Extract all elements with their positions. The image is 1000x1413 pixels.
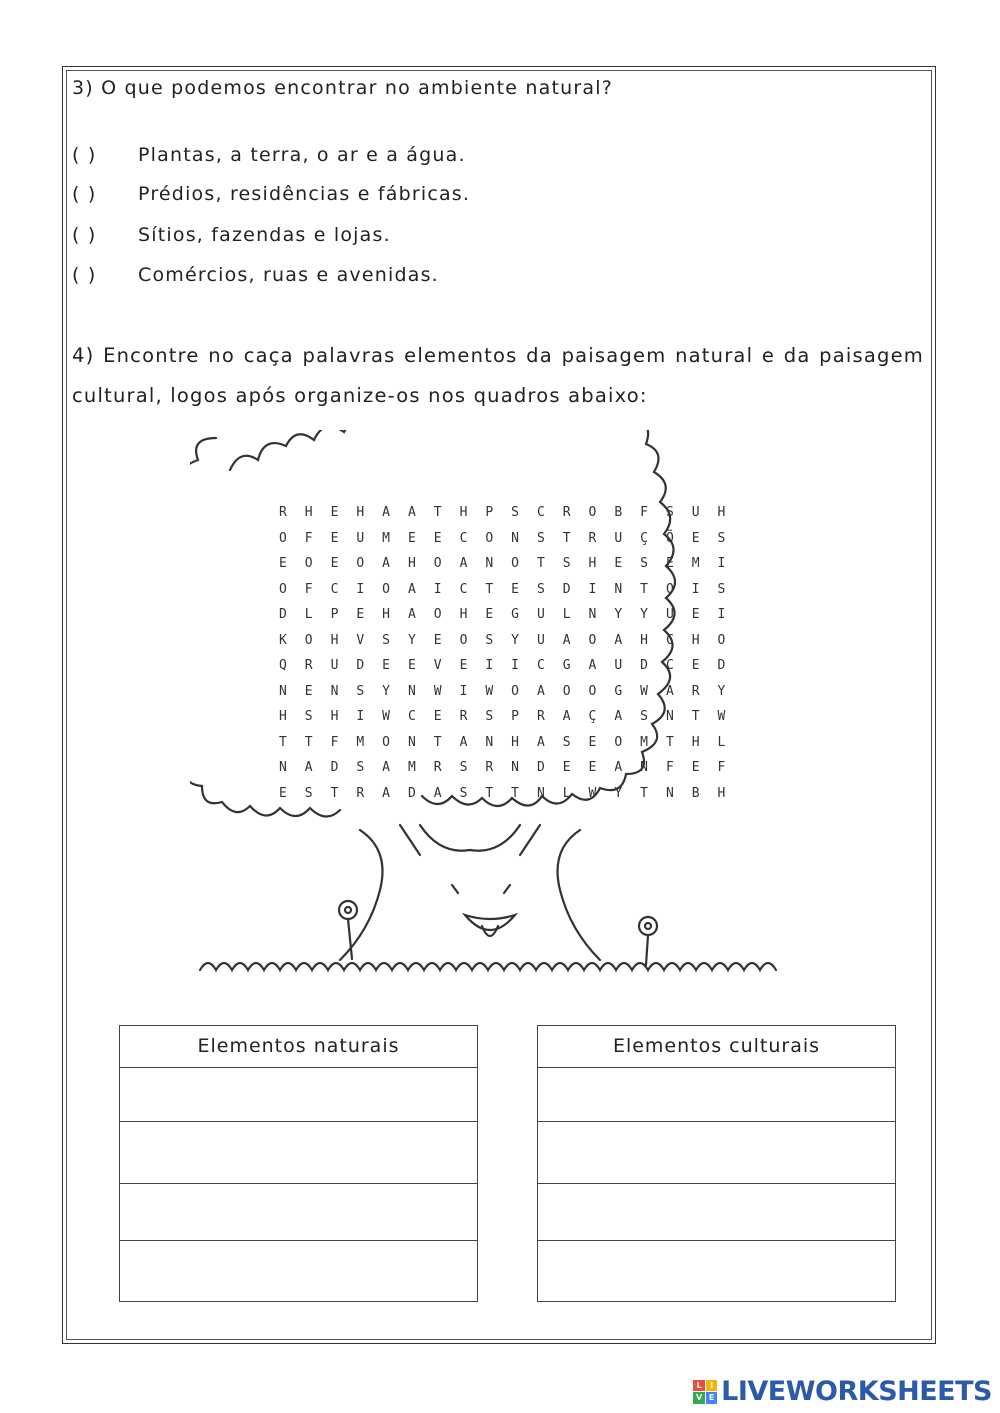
word-search-row bbox=[270, 781, 734, 807]
word-search-letter[interactable]: T bbox=[278, 734, 287, 750]
word-search-letter[interactable]: E bbox=[691, 530, 700, 546]
word-search-letter[interactable]: L bbox=[562, 785, 571, 801]
word-search-letter[interactable]: S bbox=[640, 556, 648, 571]
word-search-letter[interactable]: H bbox=[407, 556, 416, 571]
word-search-letter[interactable]: Ç bbox=[588, 709, 597, 724]
word-search-letter[interactable]: L bbox=[717, 734, 726, 750]
option-2-label: Prédios, residências e fábricas. bbox=[138, 183, 471, 205]
word-search-letter[interactable]: S bbox=[304, 709, 313, 724]
word-search-letter[interactable]: E bbox=[691, 607, 700, 622]
word-search-letter[interactable]: F bbox=[304, 581, 313, 597]
word-search-letter[interactable]: S bbox=[536, 530, 545, 546]
word-search-letter[interactable]: M bbox=[640, 734, 648, 750]
word-search-letter[interactable]: S bbox=[356, 760, 365, 775]
word-search-letter[interactable]: H bbox=[511, 734, 519, 750]
option-3-label: Sítios, fazendas e lojas. bbox=[138, 224, 391, 246]
logo-letter-tile: I bbox=[706, 1380, 718, 1392]
question-3-title: 3) O que podemos encontrar no ambiente natural? bbox=[72, 77, 613, 99]
word-search-row bbox=[270, 526, 734, 552]
word-search-letter[interactable]: H bbox=[304, 505, 313, 520]
word-search-letter[interactable]: Ç bbox=[640, 530, 648, 546]
word-search-letter[interactable]: U bbox=[356, 530, 365, 546]
word-search-letter[interactable]: C bbox=[459, 530, 468, 546]
word-search-letter[interactable]: S bbox=[304, 785, 313, 801]
word-search-letter[interactable]: F bbox=[665, 760, 674, 775]
word-search-grid[interactable] bbox=[270, 500, 734, 806]
word-search-letter[interactable]: S bbox=[356, 683, 365, 699]
word-search-letter[interactable]: A bbox=[407, 505, 416, 520]
word-search-letter[interactable]: E bbox=[433, 632, 442, 648]
word-search-letter[interactable]: L bbox=[304, 607, 313, 622]
word-search-letter[interactable]: N bbox=[665, 709, 674, 724]
word-search-letter[interactable]: R bbox=[459, 709, 468, 724]
word-search-letter[interactable]: A bbox=[459, 556, 468, 571]
option-4[interactable] bbox=[72, 264, 439, 286]
word-search-letter[interactable]: O bbox=[511, 556, 519, 571]
word-search-row bbox=[270, 577, 734, 603]
word-search-letter[interactable]: T bbox=[485, 785, 494, 801]
word-search-letter[interactable]: U bbox=[614, 530, 623, 546]
word-search-letter[interactable]: A bbox=[536, 734, 545, 750]
word-search-letter[interactable]: S bbox=[562, 556, 571, 571]
word-search-letter[interactable]: S bbox=[485, 632, 494, 648]
word-search-row bbox=[270, 730, 734, 756]
word-search-letter[interactable]: C bbox=[665, 658, 674, 673]
word-search-letter[interactable]: D bbox=[407, 785, 416, 801]
word-search-letter[interactable]: S bbox=[562, 734, 571, 750]
word-search-row bbox=[270, 653, 734, 679]
word-search-letter[interactable]: O bbox=[588, 683, 597, 699]
word-search-letter[interactable]: V bbox=[433, 658, 442, 673]
word-search-letter[interactable]: H bbox=[717, 785, 726, 801]
word-search-letter[interactable]: E bbox=[330, 530, 339, 546]
word-search-letter[interactable]: A bbox=[382, 785, 390, 801]
word-search-letter[interactable]: C bbox=[459, 581, 468, 597]
word-search-letter[interactable]: T bbox=[640, 785, 648, 801]
word-search-letter[interactable]: T bbox=[536, 556, 545, 571]
option-1[interactable] bbox=[72, 144, 466, 166]
word-search-letter[interactable]: C bbox=[665, 632, 674, 648]
word-search-letter[interactable]: S bbox=[717, 530, 726, 546]
word-search-letter[interactable]: R bbox=[562, 505, 571, 520]
word-search-letter[interactable]: E bbox=[356, 607, 365, 622]
word-search-letter[interactable]: E bbox=[562, 760, 571, 775]
word-search-letter[interactable]: T bbox=[330, 785, 339, 801]
word-search-letter[interactable]: K bbox=[278, 632, 287, 648]
word-search-letter[interactable]: R bbox=[278, 505, 287, 520]
word-search-row bbox=[270, 602, 734, 628]
word-search-letter[interactable]: G bbox=[511, 607, 519, 622]
cultural-elements-row[interactable] bbox=[538, 1122, 895, 1184]
word-search-letter[interactable]: R bbox=[588, 530, 597, 546]
word-search-letter[interactable]: D bbox=[536, 760, 545, 775]
word-search-letter[interactable]: O bbox=[382, 734, 390, 750]
word-search-letter[interactable]: O bbox=[511, 683, 519, 699]
word-search-letter[interactable]: T bbox=[640, 581, 648, 597]
word-search-letter[interactable]: C bbox=[536, 658, 545, 673]
word-search-letter[interactable]: U bbox=[614, 658, 623, 673]
word-search-letter[interactable]: N bbox=[330, 683, 339, 699]
word-search-letter[interactable]: N bbox=[485, 556, 494, 571]
word-search-letter[interactable]: H bbox=[382, 607, 390, 622]
word-search-letter[interactable]: U bbox=[665, 607, 674, 622]
word-search-letter[interactable]: I bbox=[459, 683, 468, 699]
cultural-elements-row[interactable] bbox=[538, 1068, 895, 1122]
logo-letter-tile: V bbox=[693, 1392, 705, 1404]
word-search-letter[interactable]: B bbox=[691, 785, 700, 801]
word-search-letter[interactable]: A bbox=[433, 785, 442, 801]
word-search-letter[interactable]: T bbox=[511, 785, 519, 801]
word-search-letter[interactable]: E bbox=[304, 683, 313, 699]
word-search-letter[interactable]: Y bbox=[614, 607, 623, 622]
word-search-letter[interactable]: E bbox=[278, 785, 287, 801]
word-search-letter[interactable]: A bbox=[407, 607, 416, 622]
word-search-letter[interactable]: T bbox=[485, 581, 494, 597]
word-search-letter[interactable]: A bbox=[382, 505, 390, 520]
word-search-letter[interactable]: P bbox=[485, 505, 494, 520]
word-search-letter[interactable]: H bbox=[278, 709, 287, 724]
word-search-row bbox=[270, 755, 734, 781]
word-search-letter[interactable]: W bbox=[588, 785, 597, 801]
word-search-letter[interactable]: E bbox=[588, 760, 597, 775]
word-search-row bbox=[270, 704, 734, 730]
word-search-letter[interactable]: D bbox=[562, 581, 571, 597]
word-search-letter[interactable]: M bbox=[382, 530, 390, 546]
word-search-letter[interactable]: A bbox=[588, 658, 597, 673]
word-search-letter[interactable]: E bbox=[511, 581, 519, 597]
logo-letter-tile: E bbox=[706, 1392, 718, 1404]
word-search-letter[interactable]: N bbox=[614, 581, 623, 597]
word-search-row bbox=[270, 679, 734, 705]
word-search-row bbox=[270, 628, 734, 654]
word-search-letter[interactable]: O bbox=[382, 581, 390, 597]
word-search-letter[interactable]: A bbox=[614, 632, 623, 648]
word-search-letter[interactable]: A bbox=[382, 760, 390, 775]
word-search-letter[interactable]: T bbox=[433, 505, 442, 520]
word-search-letter[interactable]: Y bbox=[511, 632, 519, 648]
word-search-letter[interactable]: R bbox=[485, 760, 494, 775]
cultural-elements-header: Elementos culturais bbox=[538, 1026, 895, 1068]
brand-text: LIVEWORKSHEETS bbox=[721, 1376, 992, 1407]
word-search-letter[interactable]: U bbox=[536, 632, 545, 648]
word-search-letter[interactable]: H bbox=[691, 632, 700, 648]
word-search-letter[interactable]: A bbox=[407, 581, 416, 597]
word-search-letter[interactable]: I bbox=[511, 658, 519, 673]
word-search-letter[interactable]: O bbox=[356, 556, 365, 571]
word-search-letter[interactable]: E bbox=[382, 658, 390, 673]
word-search-letter[interactable]: T bbox=[562, 530, 571, 546]
word-search-letter[interactable]: N bbox=[665, 785, 674, 801]
word-search-letter[interactable]: Õ bbox=[665, 530, 674, 546]
word-search-letter[interactable]: W bbox=[433, 683, 442, 699]
word-search-letter[interactable]: R bbox=[304, 658, 313, 673]
word-search-letter[interactable]: H bbox=[717, 505, 726, 520]
word-search-letter[interactable]: E bbox=[691, 760, 700, 775]
option-3[interactable] bbox=[72, 224, 391, 246]
word-search-letter[interactable]: U bbox=[536, 607, 545, 622]
word-search-letter[interactable]: U bbox=[691, 505, 700, 520]
word-search-letter[interactable]: E bbox=[330, 505, 339, 520]
liveworksheets-logo-icon bbox=[693, 1380, 717, 1404]
word-search-letter[interactable]: F bbox=[640, 505, 648, 520]
word-search-letter[interactable]: G bbox=[614, 683, 623, 699]
word-search-letter[interactable]: E bbox=[691, 658, 700, 673]
word-search-letter[interactable]: S bbox=[459, 785, 468, 801]
word-search-letter[interactable]: S bbox=[665, 505, 674, 520]
word-search-letter[interactable]: D bbox=[278, 607, 287, 622]
word-search-letter[interactable]: A bbox=[382, 556, 390, 571]
word-search-letter[interactable]: E bbox=[433, 709, 442, 724]
word-search-letter[interactable]: C bbox=[407, 709, 416, 724]
natural-elements-row[interactable] bbox=[120, 1122, 477, 1184]
word-search-letter[interactable]: H bbox=[459, 607, 468, 622]
word-search-letter[interactable]: O bbox=[433, 556, 442, 571]
word-search-letter[interactable]: H bbox=[640, 632, 648, 648]
word-search-letter[interactable]: O bbox=[717, 632, 726, 648]
cultural-elements-row[interactable] bbox=[538, 1184, 895, 1241]
word-search-letter[interactable]: R bbox=[691, 683, 700, 699]
word-search-letter[interactable]: S bbox=[382, 632, 390, 648]
word-search-letter[interactable]: C bbox=[330, 581, 339, 597]
word-search-letter[interactable]: E bbox=[433, 530, 442, 546]
word-search-letter[interactable]: E bbox=[330, 556, 339, 571]
word-search-letter[interactable]: I bbox=[588, 581, 597, 597]
word-search-row bbox=[270, 551, 734, 577]
word-search-letter[interactable]: Y bbox=[717, 683, 726, 699]
word-search-letter[interactable]: H bbox=[459, 505, 468, 520]
word-search-letter[interactable]: M bbox=[356, 734, 365, 750]
word-search-row bbox=[270, 500, 734, 526]
word-search-letter[interactable]: A bbox=[665, 683, 674, 699]
word-search-letter[interactable]: N bbox=[278, 683, 287, 699]
word-search-letter[interactable]: P bbox=[330, 607, 339, 622]
liveworksheets-brand[interactable] bbox=[693, 1376, 992, 1407]
word-search-letter[interactable]: E bbox=[407, 530, 416, 546]
word-search-letter[interactable]: A bbox=[562, 709, 571, 724]
word-search-letter[interactable]: S bbox=[459, 760, 468, 775]
word-search-letter[interactable]: B bbox=[614, 505, 623, 520]
natural-elements-row[interactable] bbox=[120, 1241, 477, 1302]
cultural-elements-row[interactable] bbox=[538, 1241, 895, 1302]
word-search-letter[interactable]: O bbox=[614, 734, 623, 750]
option-1-checkbox[interactable]: ( ) bbox=[72, 144, 97, 166]
natural-elements-header: Elementos naturais bbox=[120, 1026, 477, 1068]
word-search-letter[interactable]: F bbox=[717, 760, 726, 775]
word-search-letter[interactable]: N bbox=[536, 785, 545, 801]
natural-elements-row[interactable] bbox=[120, 1184, 477, 1241]
word-search-letter[interactable]: C bbox=[536, 505, 545, 520]
word-search-letter[interactable]: I bbox=[356, 581, 365, 597]
word-search-letter[interactable]: S bbox=[536, 581, 545, 597]
word-search-letter[interactable]: A bbox=[614, 760, 623, 775]
word-search-letter[interactable]: E bbox=[485, 607, 494, 622]
word-search-letter[interactable]: T bbox=[304, 734, 313, 750]
word-search-letter[interactable]: D bbox=[640, 658, 648, 673]
word-search-letter[interactable]: S bbox=[511, 505, 519, 520]
word-search-letter[interactable]: F bbox=[330, 734, 339, 750]
word-search-letter[interactable]: O bbox=[304, 632, 313, 648]
word-search-letter[interactable]: N bbox=[588, 607, 597, 622]
question-4-instructions: 4) Encontre no caça palavras elementos da paisagem natural e da paisagem cultural, logos após organize-os nos quadros abaixo: bbox=[72, 344, 924, 407]
word-search-letter[interactable]: D bbox=[330, 760, 339, 775]
word-search-letter[interactable]: M bbox=[691, 556, 700, 571]
word-search-letter[interactable]: N bbox=[511, 530, 519, 546]
word-search-letter[interactable]: N bbox=[407, 734, 416, 750]
word-search-letter[interactable]: O bbox=[459, 632, 468, 648]
word-search-letter[interactable]: H bbox=[691, 734, 700, 750]
word-search-letter[interactable]: T bbox=[665, 734, 674, 750]
word-search-letter[interactable]: F bbox=[304, 530, 313, 546]
word-search-letter[interactable]: N bbox=[407, 683, 416, 699]
word-search-letter[interactable]: E bbox=[665, 556, 674, 571]
option-1-label: Plantas, a terra, o ar e a água. bbox=[138, 144, 466, 166]
word-search-letter[interactable]: O bbox=[588, 505, 597, 520]
word-search-letter[interactable]: E bbox=[278, 556, 287, 571]
option-4-label: Comércios, ruas e avenidas. bbox=[138, 264, 439, 286]
word-search-letter[interactable]: I bbox=[717, 556, 726, 571]
word-search-letter[interactable]: O bbox=[665, 581, 674, 597]
logo-letter-tile: L bbox=[693, 1380, 705, 1392]
word-search-letter[interactable]: A bbox=[614, 709, 623, 724]
word-search-letter[interactable]: O bbox=[588, 632, 597, 648]
word-search-letter[interactable]: E bbox=[614, 556, 623, 571]
word-search-letter[interactable]: R bbox=[433, 760, 442, 775]
word-search-letter[interactable]: H bbox=[356, 505, 365, 520]
option-4-checkbox[interactable]: ( ) bbox=[72, 264, 97, 286]
word-search-letter[interactable]: S bbox=[640, 709, 648, 724]
word-search-letter[interactable]: Y bbox=[614, 785, 623, 801]
word-search-letter[interactable]: O bbox=[485, 530, 494, 546]
word-search-letter[interactable]: P bbox=[511, 709, 519, 724]
word-search-letter[interactable]: I bbox=[717, 607, 726, 622]
word-search-letter[interactable]: I bbox=[485, 658, 494, 673]
word-search-letter[interactable]: E bbox=[459, 658, 468, 673]
word-search-letter[interactable]: H bbox=[330, 632, 339, 648]
word-search-letter[interactable]: E bbox=[407, 658, 416, 673]
word-search-letter[interactable]: O bbox=[433, 607, 442, 622]
word-search-letter[interactable]: Y bbox=[640, 607, 648, 622]
cultural-elements-table bbox=[537, 1025, 896, 1302]
word-search-letter[interactable]: O bbox=[304, 556, 313, 571]
word-search-letter[interactable]: W bbox=[382, 709, 390, 724]
word-search-letter[interactable]: I bbox=[691, 581, 700, 597]
word-search-letter[interactable]: W bbox=[485, 683, 494, 699]
word-search-letter[interactable]: Q bbox=[278, 658, 287, 673]
word-search-letter[interactable]: A bbox=[459, 734, 468, 750]
word-search-letter[interactable]: I bbox=[356, 709, 365, 724]
word-search-letter[interactable]: W bbox=[717, 709, 726, 724]
word-search-letter[interactable]: N bbox=[278, 760, 287, 775]
word-search-letter[interactable]: O bbox=[278, 581, 287, 597]
word-search-letter[interactable]: R bbox=[356, 785, 365, 801]
word-search-letter[interactable]: V bbox=[356, 632, 365, 648]
word-search-letter[interactable]: N bbox=[485, 734, 494, 750]
word-search-letter[interactable]: A bbox=[536, 683, 545, 699]
word-search-letter[interactable]: Y bbox=[407, 632, 416, 648]
word-search-letter[interactable]: O bbox=[562, 683, 571, 699]
word-search-letter[interactable]: W bbox=[640, 683, 648, 699]
word-search-letter[interactable]: H bbox=[588, 556, 597, 571]
word-search-letter[interactable]: T bbox=[691, 709, 700, 724]
word-search-letter[interactable]: T bbox=[433, 734, 442, 750]
word-search-letter[interactable]: O bbox=[278, 530, 287, 546]
option-2-checkbox[interactable]: ( ) bbox=[72, 183, 97, 205]
word-search-letter[interactable]: M bbox=[407, 760, 416, 775]
word-search-letter[interactable]: G bbox=[562, 658, 571, 673]
word-search-letter[interactable]: R bbox=[536, 709, 545, 724]
word-search-letter[interactable]: I bbox=[433, 581, 442, 597]
word-search-letter[interactable]: N bbox=[640, 760, 648, 775]
word-search-letter[interactable]: D bbox=[356, 658, 365, 673]
word-search-letter[interactable]: H bbox=[330, 709, 339, 724]
word-search-letter[interactable]: N bbox=[511, 760, 519, 775]
option-3-checkbox[interactable]: ( ) bbox=[72, 224, 97, 246]
word-search-letter[interactable]: U bbox=[330, 658, 339, 673]
option-2[interactable] bbox=[72, 183, 470, 205]
word-search-letter[interactable]: E bbox=[588, 734, 597, 750]
word-search-letter[interactable]: L bbox=[562, 607, 571, 622]
word-search-letter[interactable]: A bbox=[562, 632, 571, 648]
natural-elements-row[interactable] bbox=[120, 1068, 477, 1122]
word-search-letter[interactable]: Y bbox=[382, 683, 390, 699]
natural-elements-table bbox=[119, 1025, 478, 1302]
word-search-letter[interactable]: S bbox=[485, 709, 494, 724]
word-search-letter[interactable]: D bbox=[717, 658, 726, 673]
word-search-letter[interactable]: A bbox=[304, 760, 313, 775]
word-search-letter[interactable]: S bbox=[717, 581, 726, 597]
